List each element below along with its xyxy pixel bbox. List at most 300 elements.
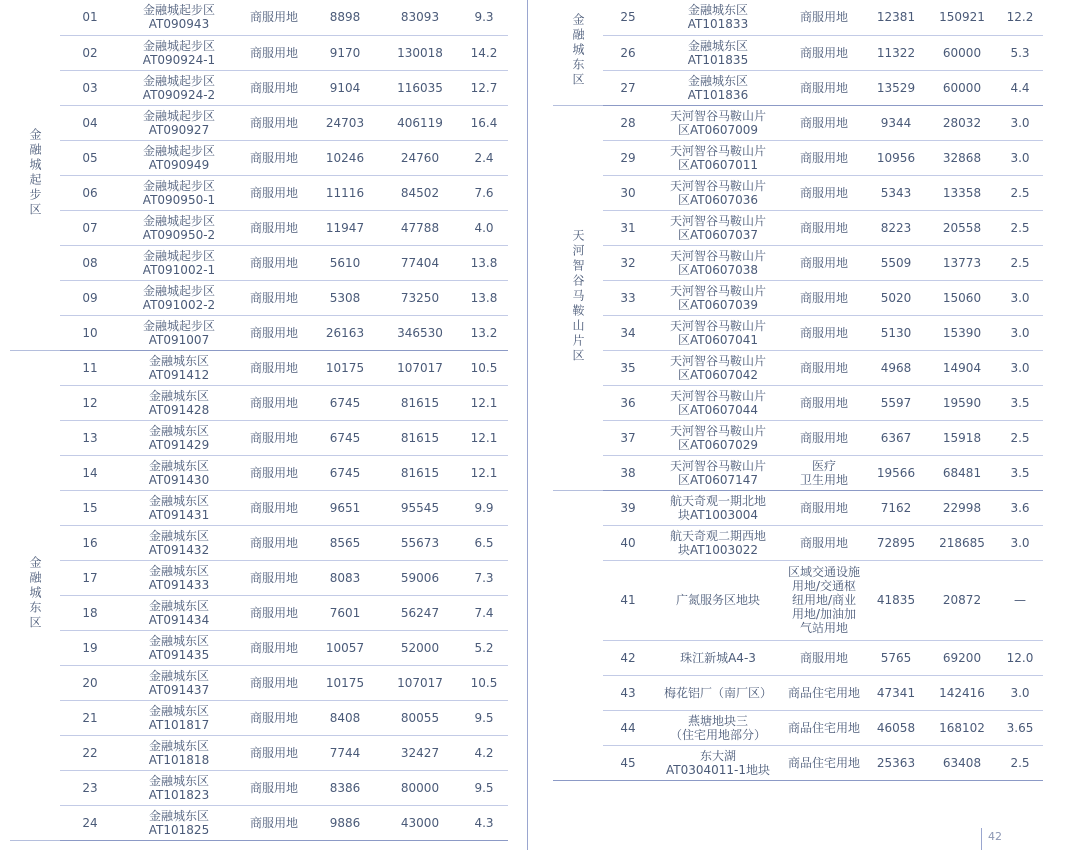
plot-ratio: 2.5 [997,175,1043,210]
plot-ratio: 2.5 [997,210,1043,245]
plot-ratio: 7.3 [460,560,508,595]
land-use: 商服用地 [783,140,865,175]
plot-name: 航天奇观二期西地 块AT1003022 [653,525,783,560]
land-use: 商服用地 [238,210,310,245]
plot-number: 32 [603,245,653,280]
building-capacity: 22998 [927,490,997,525]
plot-name: 天河智谷马鞍山片 区AT0607038 [653,245,783,280]
district-label: 天河智谷马鞍山片区 [571,228,585,364]
building-capacity: 15390 [927,315,997,350]
building-capacity: 83093 [380,0,460,35]
building-capacity: 15060 [927,280,997,315]
plot-number: 04 [60,105,120,140]
building-capacity: 13773 [927,245,997,280]
district-cell [553,105,603,490]
plot-number: 08 [60,245,120,280]
plot-number: 43 [603,675,653,710]
table-row [10,805,508,840]
plot-name: 金融城起步区 AT090924-1 [120,35,238,70]
table-row [10,770,508,805]
plot-name: 金融城起步区 AT090950-1 [120,175,238,210]
land-use: 商服用地 [238,105,310,140]
table-row [10,350,508,385]
table-row [10,385,508,420]
plot-ratio: 5.2 [460,630,508,665]
building-capacity: 13358 [927,175,997,210]
plot-name: 金融城起步区 AT090943 [120,0,238,35]
plot-number: 33 [603,280,653,315]
plot-name: 金融城东区 AT101835 [653,35,783,70]
plot-name: 金融城东区 AT101818 [120,735,238,770]
plot-number: 41 [603,560,653,640]
land-area: 10175 [310,350,380,385]
land-use: 商服用地 [238,595,310,630]
plot-name: 金融城东区 AT101833 [653,0,783,35]
table-row [553,350,1043,385]
building-capacity: 28032 [927,105,997,140]
table-row [10,35,508,70]
plot-number: 18 [60,595,120,630]
plot-name: 金融城东区 AT101817 [120,700,238,735]
land-use: 医疗 卫生用地 [783,455,865,490]
right-land-table [553,0,1043,781]
land-area: 26163 [310,315,380,350]
building-capacity: 60000 [927,70,997,105]
table-row [553,140,1043,175]
land-use: 商服用地 [783,210,865,245]
land-area: 10246 [310,140,380,175]
plot-number: 29 [603,140,653,175]
plot-number: 44 [603,710,653,745]
table-row [10,560,508,595]
building-capacity: 406119 [380,105,460,140]
plot-name: 天河智谷马鞍山片 区AT0607041 [653,315,783,350]
plot-ratio: 3.0 [997,675,1043,710]
plot-ratio: 3.5 [997,385,1043,420]
plot-number: 13 [60,420,120,455]
plot-ratio: 4.0 [460,210,508,245]
table-row [553,455,1043,490]
plot-name: 金融城东区 AT091435 [120,630,238,665]
land-area: 72895 [865,525,927,560]
table-row [553,640,1043,675]
plot-name: 天河智谷马鞍山片 区AT0607147 [653,455,783,490]
land-use: 商服用地 [238,245,310,280]
plot-ratio: 9.5 [460,770,508,805]
plot-ratio: 10.5 [460,665,508,700]
land-area: 8408 [310,700,380,735]
table-row [10,595,508,630]
land-use: 商服用地 [238,315,310,350]
building-capacity: 107017 [380,350,460,385]
plot-number: 22 [60,735,120,770]
plot-number: 11 [60,350,120,385]
plot-number: 25 [603,0,653,35]
table-row [10,175,508,210]
plot-name: 金融城东区 AT101836 [653,70,783,105]
land-area: 9651 [310,490,380,525]
plot-number: 01 [60,0,120,35]
land-use: 商品住宅用地 [783,745,865,780]
land-area: 10057 [310,630,380,665]
plot-ratio: 7.4 [460,595,508,630]
table-row [10,455,508,490]
table-row [10,105,508,140]
land-area: 47341 [865,675,927,710]
land-area: 5020 [865,280,927,315]
district-label: 金融城东区 [28,556,42,631]
table-row [553,525,1043,560]
land-use: 商服用地 [238,70,310,105]
table-row [10,735,508,770]
building-capacity: 95545 [380,490,460,525]
plot-number: 02 [60,35,120,70]
plot-name: 金融城起步区 AT091007 [120,315,238,350]
building-capacity: 52000 [380,630,460,665]
land-use: 商服用地 [238,805,310,840]
land-use: 商服用地 [783,70,865,105]
plot-ratio: 2.5 [997,745,1043,780]
table-row [553,490,1043,525]
land-use: 商服用地 [238,665,310,700]
plot-name: 金融城东区 AT091433 [120,560,238,595]
building-capacity: 60000 [927,35,997,70]
land-use: 商服用地 [238,140,310,175]
land-use: 区域交通设施 用地/交通枢 纽用地/商业 用地/加油加 气站用地 [783,560,865,640]
building-capacity: 63408 [927,745,997,780]
land-use: 商服用地 [238,350,310,385]
table-row [10,700,508,735]
plot-number: 40 [603,525,653,560]
land-use: 商服用地 [238,525,310,560]
land-area: 7744 [310,735,380,770]
left-land-table [10,0,508,841]
building-capacity: 55673 [380,525,460,560]
land-use: 商服用地 [783,35,865,70]
land-area: 6745 [310,385,380,420]
plot-number: 31 [603,210,653,245]
building-capacity: 81615 [380,455,460,490]
plot-ratio: 4.4 [997,70,1043,105]
plot-number: 37 [603,420,653,455]
table-row [553,420,1043,455]
plot-name: 梅花铝厂（南厂区） [653,675,783,710]
plot-name: 金融城起步区 AT091002-1 [120,245,238,280]
plot-ratio: 4.2 [460,735,508,770]
plot-name: 金融城东区 AT101823 [120,770,238,805]
land-area: 10956 [865,140,927,175]
plot-number: 17 [60,560,120,595]
table-row [10,665,508,700]
plot-name: 广氮服务区地块 [653,560,783,640]
land-area: 5610 [310,245,380,280]
land-area: 5597 [865,385,927,420]
building-capacity: 130018 [380,35,460,70]
building-capacity: 77404 [380,245,460,280]
plot-ratio: 3.0 [997,280,1043,315]
building-capacity: 47788 [380,210,460,245]
right-table-body [553,0,1043,780]
land-use: 商服用地 [783,420,865,455]
building-capacity: 24760 [380,140,460,175]
plot-number: 10 [60,315,120,350]
building-capacity: 15918 [927,420,997,455]
plot-name: 金融城起步区 AT090950-2 [120,210,238,245]
building-capacity: 14904 [927,350,997,385]
plot-name: 金融城东区 AT091430 [120,455,238,490]
land-area: 9344 [865,105,927,140]
plot-name: 金融城起步区 AT090927 [120,105,238,140]
plot-ratio: 14.2 [460,35,508,70]
plot-number: 20 [60,665,120,700]
table-row [553,0,1043,35]
land-use: 商服用地 [783,315,865,350]
plot-ratio: 13.8 [460,280,508,315]
plot-number: 35 [603,350,653,385]
district-cell [553,0,603,105]
plot-number: 14 [60,455,120,490]
plot-name: 天河智谷马鞍山片 区AT0607039 [653,280,783,315]
plot-name: 天河智谷马鞍山片 区AT0607011 [653,140,783,175]
table-row [553,385,1043,420]
land-area: 7601 [310,595,380,630]
plot-name: 天河智谷马鞍山片 区AT0607037 [653,210,783,245]
building-capacity: 68481 [927,455,997,490]
building-capacity: 20558 [927,210,997,245]
land-area: 11947 [310,210,380,245]
plot-number: 38 [603,455,653,490]
district-cell [10,350,60,840]
table-row [553,560,1043,640]
land-use: 商服用地 [238,455,310,490]
land-use: 商服用地 [783,175,865,210]
plot-number: 28 [603,105,653,140]
land-area: 8898 [310,0,380,35]
table-row [10,420,508,455]
building-capacity: 81615 [380,385,460,420]
table-row [553,175,1043,210]
table-row [10,210,508,245]
plot-name: 天河智谷马鞍山片 区AT0607042 [653,350,783,385]
plot-name: 珠江新城A4-3 [653,640,783,675]
plot-name: 燕塘地块三 （住宅用地部分） [653,710,783,745]
building-capacity: 80055 [380,700,460,735]
land-area: 9104 [310,70,380,105]
plot-name: 金融城东区 AT091432 [120,525,238,560]
table-row [553,315,1043,350]
land-use: 商服用地 [238,770,310,805]
plot-name: 金融城起步区 AT091002-2 [120,280,238,315]
district-label: 金融城东区 [571,13,585,89]
plot-ratio: 13.8 [460,245,508,280]
land-area: 10175 [310,665,380,700]
building-capacity: 81615 [380,420,460,455]
plot-ratio: 2.5 [997,245,1043,280]
plot-number: 23 [60,770,120,805]
district-cell [10,0,60,350]
plot-ratio: 9.5 [460,700,508,735]
land-area: 7162 [865,490,927,525]
table-row [553,745,1043,780]
plot-number: 36 [603,385,653,420]
table-row [10,245,508,280]
building-capacity: 84502 [380,175,460,210]
plot-name: 金融城东区 AT091412 [120,350,238,385]
land-area: 4968 [865,350,927,385]
land-use: 商服用地 [238,175,310,210]
plot-ratio: 4.3 [460,805,508,840]
plot-name: 金融城东区 AT101825 [120,805,238,840]
building-capacity: 80000 [380,770,460,805]
land-area: 9886 [310,805,380,840]
land-use: 商服用地 [238,700,310,735]
page-divider [527,0,528,850]
plot-name: 金融城东区 AT091429 [120,420,238,455]
plot-ratio: 3.0 [997,525,1043,560]
land-area: 12381 [865,0,927,35]
table-row [10,315,508,350]
building-capacity: 218685 [927,525,997,560]
plot-number: 05 [60,140,120,175]
land-area: 5130 [865,315,927,350]
plot-number: 24 [60,805,120,840]
plot-number: 15 [60,490,120,525]
plot-ratio: 3.65 [997,710,1043,745]
table-row [10,140,508,175]
plot-number: 27 [603,70,653,105]
land-use: 商服用地 [783,350,865,385]
land-use: 商服用地 [783,490,865,525]
plot-ratio: 12.0 [997,640,1043,675]
plot-number: 39 [603,490,653,525]
plot-ratio: 3.0 [997,315,1043,350]
land-use: 商品住宅用地 [783,675,865,710]
table-row [553,675,1043,710]
building-capacity: 142416 [927,675,997,710]
table-row [10,525,508,560]
plot-number: 34 [603,315,653,350]
building-capacity: 19590 [927,385,997,420]
land-area: 5308 [310,280,380,315]
land-area: 25363 [865,745,927,780]
plot-ratio: — [997,560,1043,640]
building-capacity: 20872 [927,560,997,640]
plot-ratio: 12.2 [997,0,1043,35]
plot-ratio: 5.3 [997,35,1043,70]
page-number: 42 [981,828,1002,850]
plot-name: 金融城起步区 AT090924-2 [120,70,238,105]
district-label: 金融城起步区 [28,128,42,219]
land-area: 8565 [310,525,380,560]
land-use: 商服用地 [238,560,310,595]
table-row [553,105,1043,140]
land-area: 9170 [310,35,380,70]
plot-name: 金融城东区 AT091434 [120,595,238,630]
building-capacity: 69200 [927,640,997,675]
plot-number: 26 [603,35,653,70]
plot-ratio: 16.4 [460,105,508,140]
plot-name: 航天奇观一期北地 块AT1003004 [653,490,783,525]
table-row [553,210,1043,245]
building-capacity: 346530 [380,315,460,350]
land-area: 6367 [865,420,927,455]
building-capacity: 150921 [927,0,997,35]
plot-ratio: 12.1 [460,455,508,490]
land-use: 商服用地 [238,0,310,35]
plot-number: 16 [60,525,120,560]
plot-number: 07 [60,210,120,245]
land-use: 商服用地 [783,385,865,420]
building-capacity: 56247 [380,595,460,630]
land-area: 8386 [310,770,380,805]
land-use: 商服用地 [238,280,310,315]
plot-ratio: 2.4 [460,140,508,175]
plot-number: 45 [603,745,653,780]
building-capacity: 107017 [380,665,460,700]
land-area: 5509 [865,245,927,280]
land-area: 6745 [310,420,380,455]
table-row [553,280,1043,315]
plot-ratio: 13.2 [460,315,508,350]
plot-ratio: 2.5 [997,420,1043,455]
table-row [10,490,508,525]
plot-ratio: 9.9 [460,490,508,525]
land-area: 6745 [310,455,380,490]
plot-ratio: 9.3 [460,0,508,35]
building-capacity: 116035 [380,70,460,105]
land-area: 5765 [865,640,927,675]
plot-name: 东大湖 AT0304011-1地块 [653,745,783,780]
plot-ratio: 12.1 [460,420,508,455]
land-use: 商服用地 [238,35,310,70]
land-use: 商服用地 [783,245,865,280]
building-capacity: 32868 [927,140,997,175]
plot-number: 42 [603,640,653,675]
land-use: 商服用地 [783,105,865,140]
plot-ratio: 3.5 [997,455,1043,490]
plot-number: 30 [603,175,653,210]
land-area: 24703 [310,105,380,140]
land-area: 11322 [865,35,927,70]
building-capacity: 168102 [927,710,997,745]
plot-ratio: 7.6 [460,175,508,210]
land-area: 41835 [865,560,927,640]
land-use: 商服用地 [783,525,865,560]
land-area: 19566 [865,455,927,490]
plot-name: 天河智谷马鞍山片 区AT0607009 [653,105,783,140]
plot-number: 09 [60,280,120,315]
plot-number: 03 [60,70,120,105]
land-area: 13529 [865,70,927,105]
land-use: 商服用地 [783,0,865,35]
plot-name: 金融城东区 AT091431 [120,490,238,525]
plot-ratio: 3.0 [997,350,1043,385]
table-row [553,710,1043,745]
plot-ratio: 12.1 [460,385,508,420]
left-table-body [10,0,508,840]
building-capacity: 59006 [380,560,460,595]
table-row [553,245,1043,280]
plot-name: 天河智谷马鞍山片 区AT0607044 [653,385,783,420]
building-capacity: 73250 [380,280,460,315]
land-use: 商服用地 [238,735,310,770]
land-use: 商服用地 [238,420,310,455]
plot-ratio: 3.0 [997,105,1043,140]
plot-name: 金融城东区 AT091428 [120,385,238,420]
building-capacity: 43000 [380,805,460,840]
land-use: 商服用地 [238,490,310,525]
table-row [10,630,508,665]
